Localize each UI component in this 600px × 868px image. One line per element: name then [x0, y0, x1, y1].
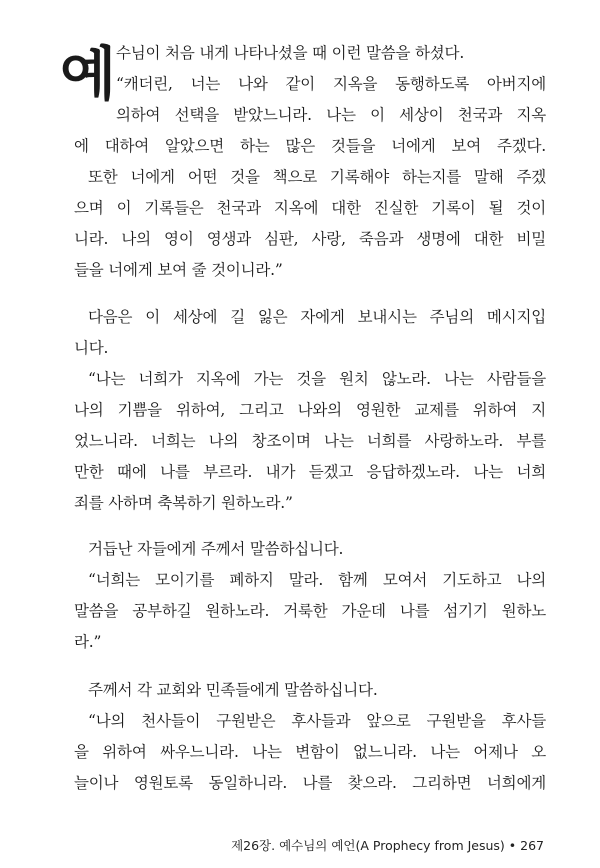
text-line: 을 위하여 싸우느니라. 나는 변함이 없느니라. 나는 어제나 오: [74, 743, 546, 761]
paragraph-3: [74, 534, 546, 658]
text-line: 죄를 사하며 축복하기 원하노라.”: [74, 494, 293, 512]
text-line: “너희는 모이기를 폐하지 말라. 함께 모여서 기도하고 나의: [88, 571, 546, 589]
text-line: 또한 너에게 어떤 것을 책으로 기록해야 하는지를 말해 주겠: [88, 168, 546, 186]
paragraph-2: [74, 302, 546, 519]
text-line: 었느니라. 너희는 나의 창조이며 나는 너희를 사랑하노라. 부를: [74, 432, 546, 450]
text-line: 라.”: [74, 633, 102, 651]
text-line: 다음은 이 세상에 길 잃은 자에게 보내시는 주님의 메시지입: [88, 308, 546, 326]
text-line: “캐더린, 너는 나와 같이 지옥을 동행하도록 아버지에: [116, 75, 546, 93]
text-line: 말씀을 공부하길 원하노라. 거룩한 가운데 나를 섬기기 원하노: [74, 602, 546, 620]
text-line: 늘이나 영원토록 동일하니라. 나를 찾으라. 그리하면 너희에게: [74, 774, 546, 792]
text-line: “나의 천사들이 구원받은 후사들과 앞으로 구원받을 후사들: [88, 712, 546, 730]
text-line: “나는 너희가 지옥에 가는 것을 원치 않노라. 나는 사람들을: [88, 370, 546, 388]
text-line: 만한 때에 나를 부르라. 내가 듣겠고 응답하겠노라. 나는 너희: [74, 463, 546, 481]
text-line: 들을 너에게 보여 줄 것이니라.”: [74, 261, 283, 279]
text-line: 니다.: [74, 339, 109, 357]
chapter-title: 제26장. 예수님의 예언(A Prophecy from Jesus): [231, 838, 505, 853]
page-number: 267: [520, 838, 544, 853]
drop-cap: 예: [60, 40, 115, 108]
text-line: 거듭난 자들에게 주께서 말씀하십니다.: [88, 540, 344, 558]
text-line: 수님이 처음 내게 나타나셨을 때 이런 말씀을 하셨다.: [116, 44, 465, 62]
paragraph-4: [74, 675, 546, 799]
paragraph-1: [74, 38, 546, 286]
text-line: 으며 이 기록들은 천국과 지옥에 대한 진실한 기록이 될 것이: [74, 199, 546, 217]
footer-separator: •: [508, 838, 517, 853]
text-line: 의하여 선택을 받았느니라. 나는 이 세상이 천국과 지옥: [116, 106, 546, 124]
text-line: 주께서 각 교회와 민족들에게 말씀하십니다.: [88, 681, 378, 699]
page-footer: [231, 836, 544, 854]
text-line: 니라. 나의 영이 영생과 심판, 사랑, 죽음과 생명에 대한 비밀: [74, 230, 546, 248]
text-line: 에 대하여 알았으면 하는 많은 것들을 너에게 보여 주겠다.: [74, 137, 546, 155]
text-line: 나의 기쁨을 위하여, 그리고 나와의 영원한 교제를 위하여 지: [74, 401, 546, 419]
